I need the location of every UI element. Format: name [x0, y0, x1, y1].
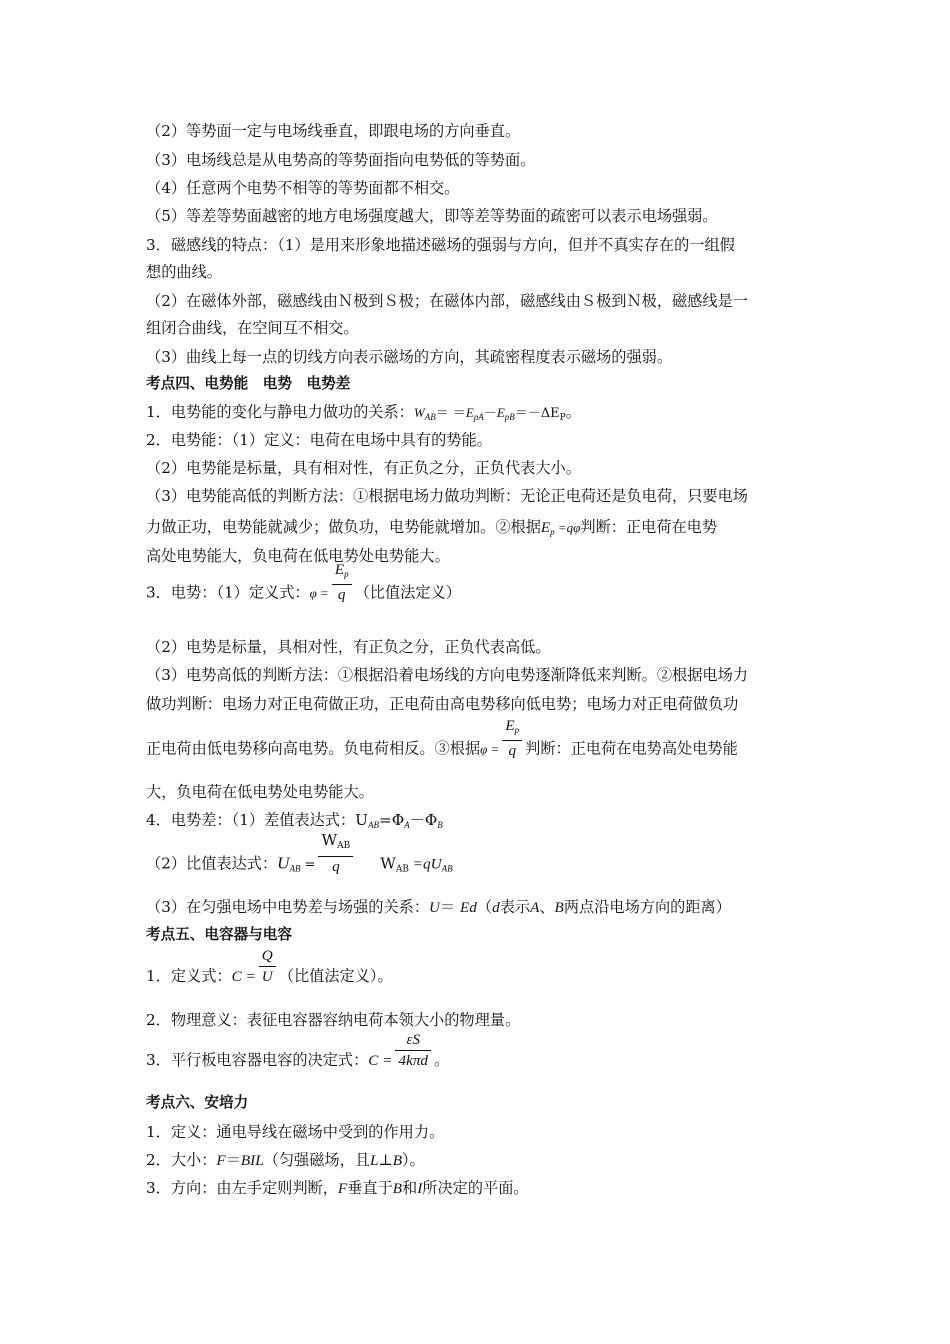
section-heading-6: 考点六、安培力 [146, 1094, 249, 1111]
subscript: AB [424, 412, 436, 422]
numerator: Q [259, 946, 276, 967]
text-line-formula [146, 897, 810, 918]
text: 3．平行板电容器电容的决定式： [146, 1051, 369, 1069]
formula-part: L [369, 1152, 379, 1169]
denominator: q [337, 586, 346, 603]
text: 力做正功，电势能就减少；做负功，电势能就增加。②根据 [146, 518, 541, 536]
formula-part: F [216, 1152, 226, 1169]
formula-part: W [413, 405, 425, 420]
text: 1．电势能的变化与静电力做功的关系： [146, 403, 414, 421]
text: =Φ [378, 811, 405, 829]
numerator [502, 716, 522, 741]
formula-part: A [530, 899, 540, 916]
denominator: 4kπd [398, 1051, 429, 1069]
text-line: （2）电势能是标量，具有相对性，有正负之分，正负代表大小。 [146, 459, 581, 477]
formula-part: φ = [480, 741, 500, 757]
text-line-formula [146, 946, 810, 987]
formula-part: =qφ [554, 520, 581, 535]
text-line-formula [146, 402, 810, 428]
text-line: （2）在磁体外部，磁感线由Ｎ极到Ｓ极；在磁体内部，磁感线由Ｓ极到Ｎ极，磁感线是一 [146, 292, 748, 310]
fraction [332, 560, 352, 605]
text-line: （2）电势是标量，具相对性，有正负之分，正负代表高低。 [146, 638, 551, 656]
subscript: AB [289, 863, 301, 874]
formula-part: B [392, 1152, 403, 1169]
formula-part: E [540, 519, 551, 536]
formula-part: B [554, 899, 564, 916]
denominator: q [332, 858, 340, 875]
formula-part: ＝ ＝ [435, 406, 466, 421]
text: 表示 [499, 898, 531, 916]
text: 3．方向：由左手定则判断， [146, 1179, 338, 1197]
formula-part: W [380, 854, 396, 873]
formula-part: － [483, 406, 497, 421]
text: 3．电势：（1）定义式： [146, 583, 310, 602]
numerator [318, 830, 353, 857]
text: （ [476, 898, 493, 916]
text: （2）比值表达式： [146, 854, 278, 873]
subscript: p [344, 569, 349, 579]
subscript: P [559, 413, 566, 423]
formula-part: BIL [240, 1152, 264, 1169]
formula-part: E [465, 405, 474, 420]
text-line: （3）曲线上每一点的切线方向表示磁场的方向，其疏密程度表示磁场的强弱。 [146, 348, 673, 366]
text-line-formula [146, 717, 810, 761]
fraction [318, 830, 353, 877]
formula-part: B [392, 1180, 403, 1197]
formula-part: U [277, 853, 290, 873]
subscript: B [437, 820, 443, 830]
formula-part: = [300, 857, 316, 873]
text: 判断：正电荷在电势 [580, 518, 718, 536]
formula-part: E [496, 405, 505, 420]
text-line-formula [146, 831, 810, 880]
text: 所决定的平面。 [422, 1179, 529, 1197]
text: ）。 [402, 1151, 425, 1169]
subscript: p [550, 527, 555, 537]
text: 判断：正电荷在电势高处电势能 [525, 739, 738, 758]
fraction [502, 716, 522, 761]
text-line-formula [146, 1178, 810, 1199]
fraction [395, 1030, 431, 1071]
numerator [332, 560, 352, 585]
text: 1．定义式： [146, 967, 232, 985]
text-line: 大，负电荷在低电势处电势能大。 [146, 783, 374, 801]
text: 2．大小： [146, 1151, 217, 1169]
subscript: AB [367, 820, 379, 830]
text: ＝ [440, 898, 461, 916]
subscript: pA [473, 412, 484, 422]
text: 两点沿电场方向的距离） [563, 898, 731, 916]
formula-part: C = [231, 968, 256, 985]
text: ＝ [225, 1151, 241, 1169]
text: 。 [434, 1051, 450, 1069]
formula-part: φ = [309, 585, 329, 601]
formula-part: I [417, 1180, 423, 1197]
subscript: AB [441, 863, 453, 874]
text-line-formula [146, 810, 810, 835]
text: ⊥ [378, 1151, 393, 1169]
formula-part: E [334, 561, 345, 578]
text: （匀强磁场，且 [263, 1151, 370, 1169]
text: 垂直于 [347, 1179, 393, 1197]
section-heading-5: 考点五、电容器与电容 [146, 926, 292, 943]
subscript: p [514, 725, 520, 735]
text-line: （3）电场线总是从电势高的等势面指向电势低的等势面。 [146, 151, 536, 169]
text-line: 2．物理意义：表征电容器容纳电荷本领大小的物理量。 [146, 1011, 521, 1029]
text: 。 [565, 403, 581, 421]
denominator: U [261, 967, 273, 985]
subscript: pB [504, 412, 515, 422]
formula-part: =qU [408, 855, 442, 873]
formula-part: ＝－ΔE [514, 406, 560, 421]
text: 、 [539, 898, 555, 916]
text-line: （3）电势能高低的判断方法：①根据电场力做功判断：无论正电荷还是负电荷，只要电场 [146, 487, 748, 505]
text-line: 2．电势能：（1）定义：电荷在电场中具有的势能。 [146, 431, 492, 449]
text-line: （2）等势面一定与电场线垂直，即跟电场的方向垂直。 [146, 122, 521, 140]
section-heading-4: 考点四、电势能 电势 电势差 [146, 375, 351, 392]
text-line-formula [146, 517, 810, 542]
subscript: AB [337, 841, 351, 851]
text-line: 高处电势能大，负电荷在低电势处电势能大。 [146, 547, 450, 565]
text-line: 做功判断：电场力对正电荷做正功，正电荷由高电势移向低电势；电场力对正电荷做负功 [146, 695, 739, 713]
text-line-formula [146, 1150, 810, 1171]
text: （3）在匀强电场中电势差与场强的关系： [146, 898, 430, 916]
formula-part: d [492, 899, 500, 916]
text-line-formula [146, 561, 810, 605]
text-line: （4）任意两个电势不相等的等势面都不相交。 [146, 179, 460, 197]
text-line: 1．定义：通电导线在磁场中受到的作用力。 [146, 1123, 445, 1141]
text: 正电荷由低电势移向高电势。负电荷相反。③根据 [146, 739, 481, 758]
fraction [259, 946, 276, 987]
formula-part: E [505, 717, 515, 734]
subscript: A [404, 820, 410, 830]
text: 4．电势差：（1）差值表达式：U [146, 811, 368, 829]
text: （比值法定义） [354, 583, 461, 602]
formula-part: Ed [460, 899, 477, 916]
numerator: εS [395, 1030, 431, 1051]
text: （比值法定义）。 [278, 967, 393, 985]
denominator: q [508, 742, 517, 759]
text: －Φ [409, 811, 438, 829]
subscript: AB [395, 864, 409, 875]
text-line: （5）等差等势面越密的地方电场强度越大，即等差等势面的疏密可以表示电场强弱。 [146, 207, 718, 225]
formula-part: C = [368, 1052, 393, 1069]
text-line: 想的曲线。 [146, 263, 222, 281]
formula-part: F [337, 1180, 348, 1197]
text-line: 3．磁感线的特点：（1）是用来形象地描述磁场的强弱与方向，但并不真实存在的一组假 [146, 236, 735, 254]
formula-part: U [429, 899, 441, 916]
text-line: 组闭合曲线，在空间互不相交。 [146, 319, 359, 337]
text-line: （3）电势高低的判断方法：①根据沿着电场线的方向电势逐渐降低来判断。②根据电场力 [146, 666, 748, 684]
formula-part: W [321, 831, 338, 849]
text: 和 [402, 1179, 418, 1197]
